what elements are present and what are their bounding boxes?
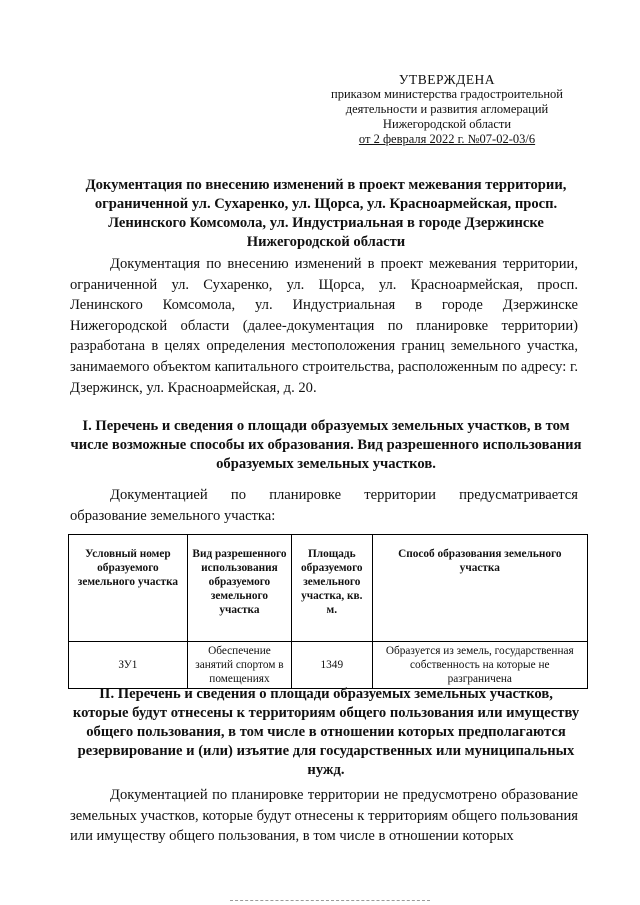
approval-heading: УТВЕРЖДЕНА [398, 72, 496, 87]
table-header-row [69, 535, 588, 642]
section-1-paragraph: Документацией по планировке территории предусматривается образование земельного участка: [70, 487, 578, 524]
table-header-cell: Условный номер образуемого земельного участка [69, 535, 188, 642]
approval-stamp [318, 72, 576, 147]
approval-line: Нижегородской области [382, 117, 512, 131]
approval-line: деятельности и развития агломераций [345, 102, 549, 116]
table-cell: ЗУ1 [69, 642, 188, 689]
approval-order-date: от 2 февраля 2022 г. №07-02-03/6 [358, 132, 536, 146]
table-cell: Образуется из земель, государственная собственность на которые не разграничена [372, 642, 587, 689]
section-2-paragraph: Документацией по планировке территории не предусмотрено образование земельных участков, которые будут отнесены к территориям общего пользования или имуществу общего пользования, в том числе в отношении которых [70, 787, 578, 845]
table-header-cell: Вид разрешенного использования образуемого земельного участка [187, 535, 291, 642]
page-bottom-divider [230, 900, 430, 902]
parcels-table [68, 534, 588, 689]
intro-paragraph: Документация по внесению изменений в проект межевания территории, ограниченной ул. Сухаренко, ул. Щорса, ул. Красноармейская, просп. Ленинского Комсомола, ул. Индустриальная в городе Дзержинске Нижегородской области (далее-документация по планировке территории) разработана в целях определения местоположения границ земельного участка, занимаемого объектом капитального строительства, расположенным по адресу: г. Дзержинск, ул. Красноармейская, д. 20. [70, 256, 578, 396]
approval-line: приказом министерства градостроительной [331, 87, 563, 101]
table-header-cell: Способ образования земельного участка [372, 535, 587, 642]
document-title: Документация по внесению изменений в проект межевания территории, ограниченной ул. Сухаренко, ул. Щорса, ул. Красноармейская, просп. Ленинского Комсомола, ул. Индустриальная в городе Дзержинске Нижегородской области [85, 177, 567, 250]
section-2-title: II. Перечень и сведения о площади образуемых земельных участков, которые будут отнесены к территориям общего пользования или имуществу общего пользования, в том числе в отношении которых предполагаются резервирование и (или) изъятие для государственных или муниципальных нужд. [72, 686, 580, 778]
table-row [69, 642, 588, 689]
table-cell: Обеспечение занятий спортом в помещениях [187, 642, 291, 689]
table-header-cell: Площадь образуемого земельного участка, кв. м. [292, 535, 373, 642]
table-cell: 1349 [292, 642, 373, 689]
section-1-title: I. Перечень и сведения о площади образуемых земельных участков, в том числе возможные способы их образования. Вид разрешенного использования образуемых земельных участков. [70, 418, 582, 472]
